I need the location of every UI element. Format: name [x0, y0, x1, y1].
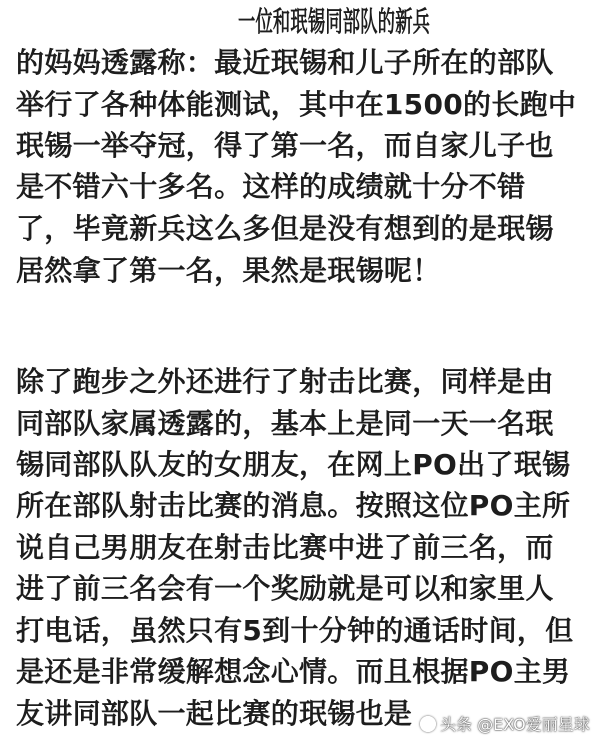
watermark-text: 头条 @EXO爱丽星球 [440, 715, 590, 734]
text-line: 除了跑步之外还进行了射击比赛，同样是由 [16, 365, 554, 398]
text-line: 珉锡一举夺冠，得了第一名，而自家儿子也 [16, 129, 554, 162]
text-line: 友讲同部队一起比赛的珉锡也是 [16, 697, 413, 730]
text-line: 打电话，虽然只有5到十分钟的通话时间，但 [16, 614, 574, 647]
text-line: 所在部队射击比赛的消息。按照这位PO主所 [16, 489, 571, 522]
text-line: 举行了各种体能测试，其中在1500的长跑中 [16, 88, 577, 121]
text-line: 是不错六十多名。这样的成绩就十分不错 [16, 170, 526, 203]
text-line: 进了前三名会有一个奖励就是可以和家里人 [16, 572, 554, 605]
text-line: 的妈妈透露称：最近珉锡和儿子所在的部队 [16, 46, 554, 79]
text-line: 了，毕竟新兵这么多但是没有想到的是珉锡 [16, 212, 554, 245]
text-line: 是还是非常缓解想念心情。而且根据PO主男 [16, 655, 571, 688]
text-line: 居然拿了第一名，果然是珉锡呢！ [16, 254, 441, 287]
text-line: 说自己男朋友在射击比赛中进了前三名，而 [16, 531, 554, 564]
watermark [420, 708, 602, 742]
text-line: 同部队家属透露的，基本上是同一天一名珉 [16, 407, 554, 440]
text-line: 锡同部队队友的女朋友，在网上PO出了珉锡 [16, 448, 571, 481]
toutiao-logo-icon [420, 716, 436, 732]
text-line: 一位和珉锡同部队的新兵 [238, 5, 431, 38]
